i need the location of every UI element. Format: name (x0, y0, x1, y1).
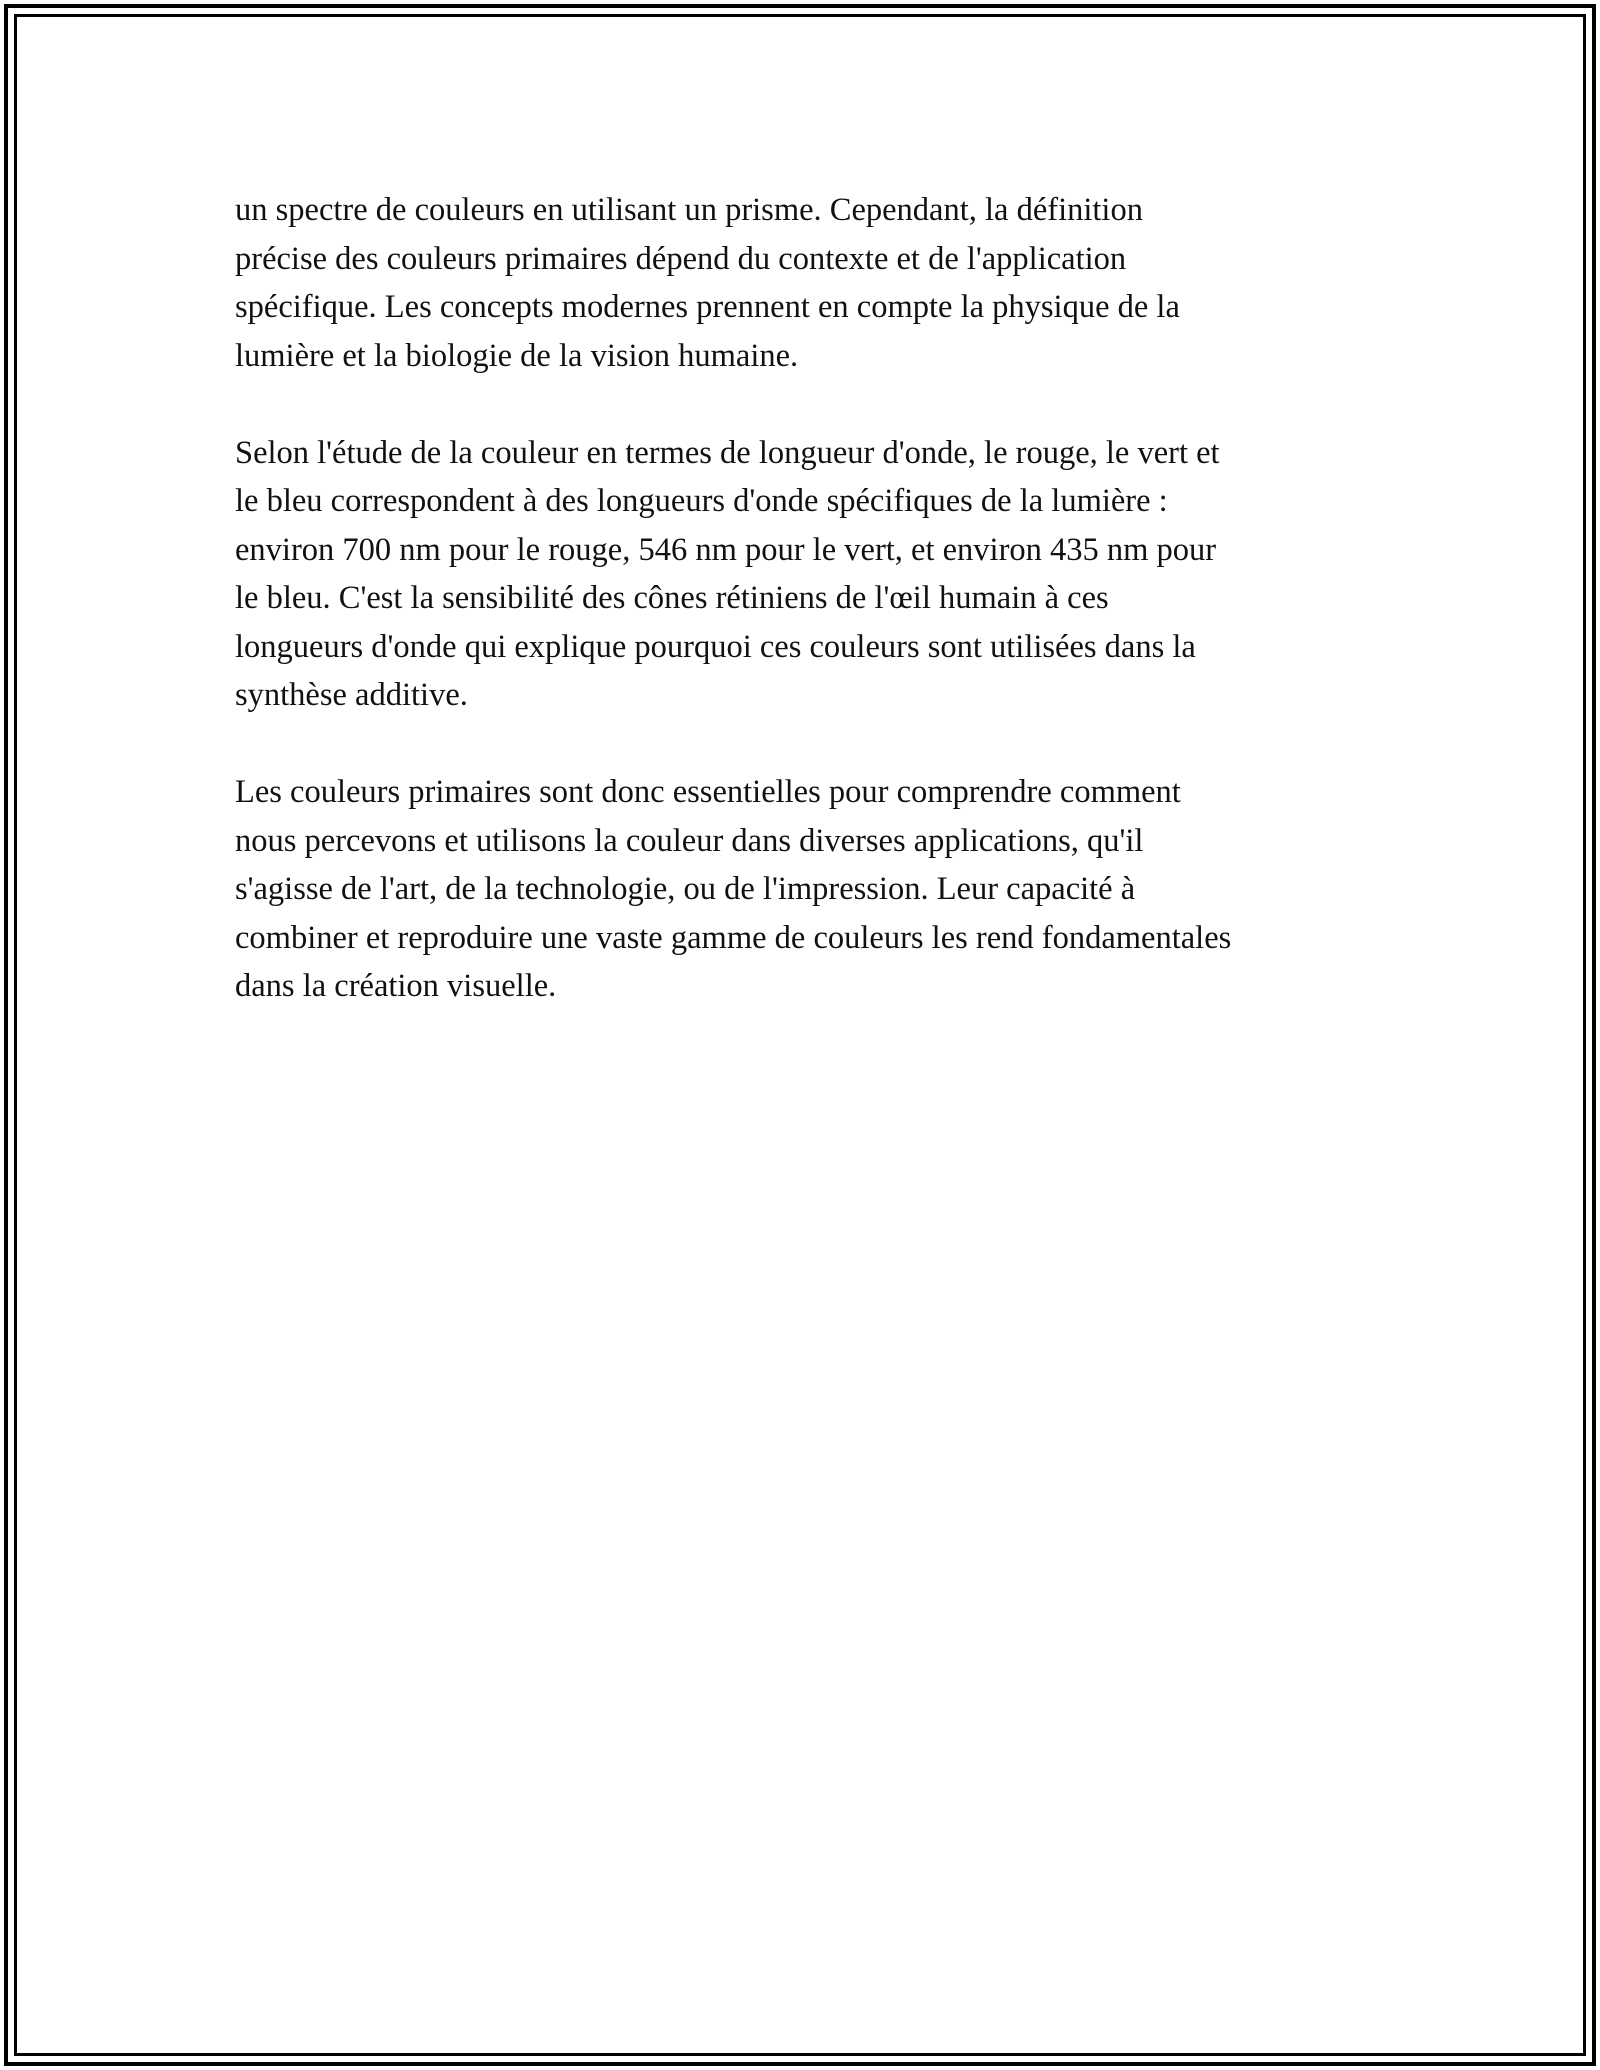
paragraph-3: Les couleurs primaires sont donc essentielles pour comprendre comment nous percevons et utilisons la couleur dans diverses applications, qu'il s'agisse de l'art, de la technologie, ou de l'impression. Leur capacité à combiner et reproduire une vaste gamme de couleurs les rend fondamentales dans la création visuelle. (235, 774, 1232, 1004)
paragraph-2: Selon l'étude de la couleur en termes de longueur d'onde, le rouge, le vert et le bleu correspondent à des longueurs d'onde spécifiques de la lumière : environ 700 nm pour le rouge, 546 nm pour le vert, et environ 435 nm pour le bleu. C'est la sensibilité des cônes rétiniens de l'œil humain à ces longueurs d'onde qui explique pourquoi ces couleurs sont utilisées dans la synthèse additive. (235, 434, 1220, 713)
paragraph-1: un spectre de couleurs en utilisant un prisme. Cependant, la définition précise des couleurs primaires dépend du contexte et de l'application spécifique. Les concepts modernes prennent en compte la physique de la lumière et la biologie de la vision humaine. (235, 192, 1180, 374)
document-body (235, 186, 1375, 1059)
